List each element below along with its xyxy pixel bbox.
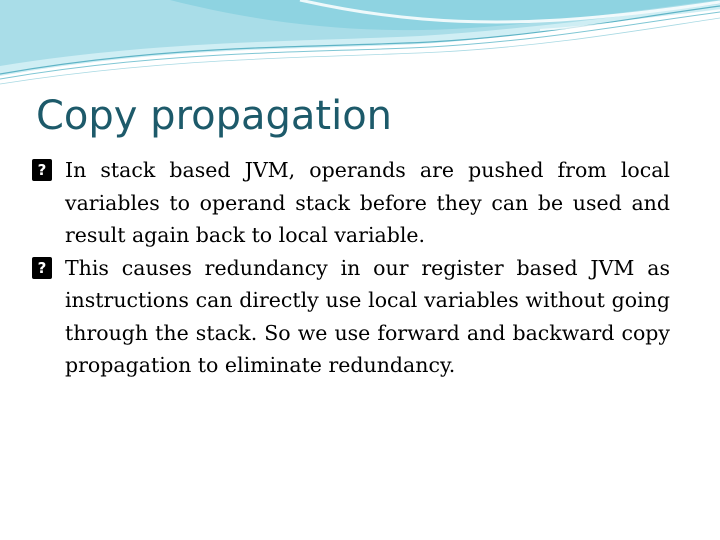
bullet-item: [32, 252, 670, 382]
slide-body: [32, 154, 670, 382]
bullet-marker-icon: ?: [32, 257, 52, 279]
decorative-wave-header: [0, 0, 720, 90]
bullet-text: This causes redundancy in our register based JVM as instructions can directly use local variables without going through the stack. So we use forward and backward copy propagation to eliminate redundancy.: [65, 255, 670, 377]
bullet-marker-icon: ?: [32, 159, 52, 181]
bullet-item: [32, 154, 670, 252]
bullet-text: In stack based JVM, operands are pushed from local variables to operand stack before they can be used and result again back to local variable.: [65, 158, 670, 247]
slide-title: Copy propagation: [36, 93, 393, 139]
